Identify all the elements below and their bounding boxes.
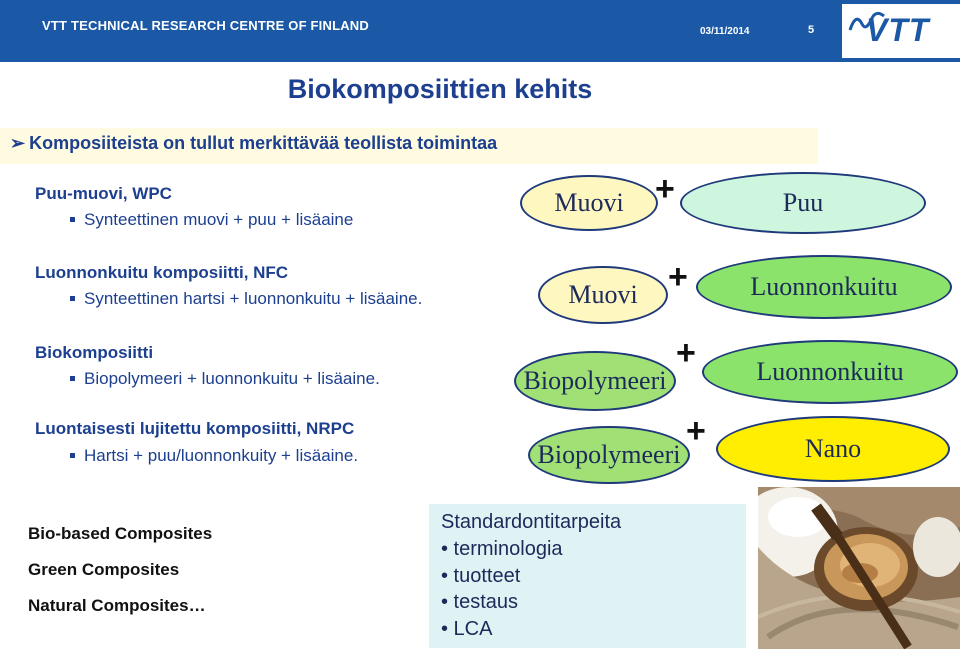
logo-text: VTT: [866, 12, 930, 48]
plus-sign: +: [686, 412, 706, 450]
section-sub: Hartsi + puu/luonnonkuity + lisäaine.: [84, 446, 359, 465]
oval-biopolymeeri: Biopolymeeri: [528, 426, 690, 484]
standards-item: • LCA: [441, 618, 493, 640]
section-sub: Biopolymeeri + luonnonkuitu + lisäaine.: [84, 369, 380, 388]
materials-photo: [758, 487, 960, 649]
oval-puu: Puu: [680, 172, 926, 234]
oval-muovi: Muovi: [538, 266, 668, 324]
header-bar: [0, 0, 960, 62]
section-sub: Synteettinen muovi + puu + lisäaine: [84, 210, 354, 229]
standards-title: Standardontitarpeita: [441, 511, 622, 533]
section-sub: Synteettinen hartsi + luonnonkuitu + lisäaine.: [84, 289, 423, 308]
band-text: ➢ Komposiiteista on tullut merkittävää teollista toimintaa: [10, 133, 498, 153]
oval-nano: Nano: [716, 416, 950, 482]
section-heading: Luontaisesti lujitettu komposiitti, NRPC: [35, 419, 355, 438]
bottom-list-item: Natural Composites…: [28, 596, 206, 615]
slide-title: Biokomposiittien kehits: [287, 74, 593, 104]
bottom-list-item: Bio-based Composites: [28, 524, 213, 543]
standards-item: • testaus: [441, 591, 519, 613]
section-heading: Puu-muovi, WPC: [35, 184, 172, 203]
vtt-logo: [842, 4, 960, 58]
plus-sign: +: [668, 258, 688, 296]
oval-luonnonkuitu: Luonnonkuitu: [702, 340, 958, 404]
page-number: 5: [808, 24, 815, 36]
standards-item: • terminologia: [441, 538, 563, 560]
oval-luonnonkuitu: Luonnonkuitu: [696, 255, 952, 319]
arrow-bullet-icon: ➢: [10, 133, 26, 153]
org-name: VTT TECHNICAL RESEARCH CENTRE OF FINLAND: [42, 18, 369, 33]
oval-muovi: Muovi: [520, 175, 658, 231]
date: 03/11/2014: [700, 26, 750, 37]
bottom-list-item: Green Composites: [28, 560, 180, 579]
plus-sign: +: [655, 170, 675, 208]
standards-item: • tuotteet: [441, 565, 521, 587]
section-heading: Luonnonkuitu komposiitti, NFC: [35, 263, 289, 282]
section-heading: Biokomposiitti: [35, 343, 154, 362]
plus-sign: +: [676, 334, 696, 372]
oval-biopolymeeri: Biopolymeeri: [514, 351, 676, 411]
